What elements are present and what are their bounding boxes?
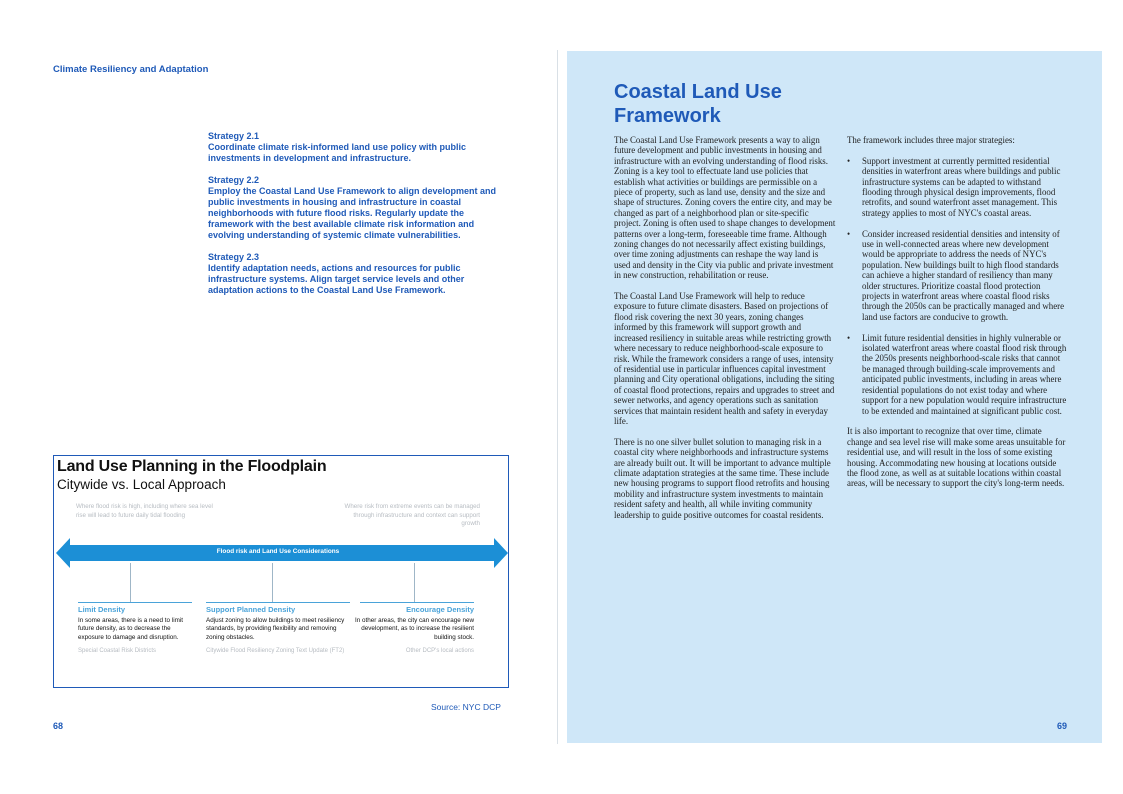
paragraph: The Coastal Land Use Framework presents a way to align future development and public investments in housing and infrastructure with an evolving understanding of flood risks. Zoning is a key tool to effectuate land use policies that establish what activities or buildings are permissible on a piece of property, such as land use, density and the size and shape of structures. Zoning covers the entire city, and may be changed as part of a neighborhood plan or site-specific project. Zoning is often used to shape changes to development patterns over a long-term, foreseeable time frame. Although zoning changes do not necessarily affect existing buildings, over time zoning adjustments can reshape the way land is used and density in the City via public and private investment in new construction, rehabilitation or reuse. (614, 135, 836, 281)
section-header: Climate Resiliency and Adaptation (53, 64, 209, 75)
strategy-list (208, 131, 508, 307)
page-number-right: 69 (1057, 721, 1068, 731)
strategy-bullet-list (847, 156, 1069, 416)
bullet-icon: • (847, 332, 851, 343)
list-item (847, 333, 1069, 416)
list-item (847, 156, 1069, 218)
page-number-left: 68 (53, 721, 64, 731)
strategy-text: Coordinate climate risk-informed land use policy with public investments in development and infrastructure. (208, 142, 467, 163)
figure-source: Source: NYC DCP (431, 702, 501, 712)
column-body: In some areas, there is a need to limit future density, as to decrease the exposure to damage and disruption. (78, 617, 183, 641)
column-rule (206, 602, 350, 603)
body-column-1 (614, 135, 836, 530)
strategy-item (208, 175, 508, 241)
column-rule (78, 602, 192, 603)
figure-subtitle: Citywide vs. Local Approach (57, 477, 226, 492)
column-title: Limit Density (78, 605, 126, 614)
strategy-item (208, 131, 508, 164)
strategy-title: Strategy 2.3 (208, 252, 260, 262)
paragraph: There is no one silver bullet solution to managing risk in a coastal city where neighborhoods and infrastructure systems are already built out. It will be important to advance multiple climate adaptation strategies at the same time. These include new housing programs to support flood retrofits and housing mobility and infrastructure system investments to maintain resident safety and health, all while inviting community leadership to guide positive outcomes for coastal residents. (614, 436, 831, 520)
strategy-item (208, 252, 508, 296)
land-use-figure (53, 455, 509, 688)
paragraph: The framework includes three major strategies: (847, 135, 1015, 145)
strategy-text: Identify adaptation needs, actions and resources for public infrastructure systems. Align target service levels and other adaptation actions to the Coastal Land Use Framework. (208, 263, 465, 295)
paragraph: It is also important to recognize that over time, climate change and sea level rise will make some areas unsuitable for residential use, and will result in the loss of some existing housing. Accommodating new housing at locations outside the flood zone, as well as at suitable locations within coastal areas, will be necessary to support the city's long-term needs. (847, 426, 1066, 489)
column-footer: Citywide Flood Resiliency Zoning Text Update (FT2) (206, 648, 345, 655)
list-item-text: Consider increased residential densities and intensity of use in well-connected areas where new development would be appropriate to address the needs of NYC's population. New buildings built to high flood standards can achieve a higher standard of resiliency than many older structures. Prioritize coastal flood protection projects in waterfront areas where coastal flood risks through the 2050s can be practically managed and where land use factors are conducive to growth. (862, 228, 1065, 322)
left-page (0, 0, 557, 794)
bullet-icon: • (847, 228, 851, 239)
figure-note-right: Where risk from extreme events can be managed through infrastructure and context can support growth (344, 503, 480, 528)
list-item-text: Limit future residential densities in highly vulnerable or isolated waterfront areas where coastal flood risk through the 2050s presents neighborhood-scale risks that cannot be managed through building-scale improvements and anticipated public investments, including in areas where residential populations do not exist today and where support for a new population would require infrastructure to be extended and maintained at significant public cost. (862, 332, 1067, 416)
body-column-2 (847, 135, 1069, 499)
column-encourage-density (354, 605, 474, 655)
figure-note-left: Where flood risk is high, including where sea level rise will lead to future daily tidal flooding (76, 503, 213, 519)
strategy-title: Strategy 2.2 (208, 175, 260, 185)
paragraph: The Coastal Land Use Framework will help to reduce exposure to future climate disasters. Based on projections of flood risk covering the next 30 years, zoning changes informed by this framework will support growth and increased resiliency in suitable areas while restricting growth where necessary to reduce neighborhood-scale exposure to risk. While the framework considers a range of uses, intensity of residential use in particular influences capital investment planning and City operational obligations, including the siting of coastal flood protections, repairs and upgrades to street and sewer networks, and agency operations such as sanitation services that maintain resident health and safety in everyday life. (614, 291, 835, 426)
page-title: Coastal Land Use Framework (614, 81, 782, 127)
bullet-icon: • (847, 155, 851, 166)
column-limit-density (78, 605, 190, 655)
list-item-text: Support investment at currently permitted residential densities in waterfront areas where buildings and public infrastructure systems can be adapted to withstand flooding through physical design improvements, flood retrofits, and sound waterfront asset management. This strategy applies to most of NYC's coastal areas. (862, 155, 1061, 218)
figure-title: Land Use Planning in the Floodplain (57, 458, 327, 475)
page-divider (557, 50, 558, 744)
divider-line (272, 563, 273, 603)
strategy-title: Strategy 2.1 (208, 131, 260, 141)
column-title: Encourage Density (406, 605, 474, 614)
column-title: Support Planned Density (206, 605, 296, 614)
column-body: Adjust zoning to allow buildings to meet resiliency standards, by providing flexibility and removing zoning obstacles. (206, 617, 345, 641)
column-footer: Other DCP's local actions (405, 648, 474, 655)
column-footer: Special Coastal Risk Districts (78, 648, 157, 655)
strategy-text: Employ the Coastal Land Use Framework to align development and public investments in housing and infrastructure in coastal neighborhoods with future flood risks. Regularly update the framework with the best available climate risk information and evolving understanding of systemic climate vulnerabilities. (208, 186, 497, 240)
list-item (847, 229, 1069, 323)
divider-line (130, 563, 131, 603)
divider-line (414, 563, 415, 603)
column-body: In other areas, the city can encourage new development, as to increase the resilient building stock. (354, 617, 474, 641)
column-support-planned-density (206, 605, 354, 655)
arrow-label: Flood risk and Land Use Considerations (216, 548, 340, 555)
column-rule (360, 602, 474, 603)
